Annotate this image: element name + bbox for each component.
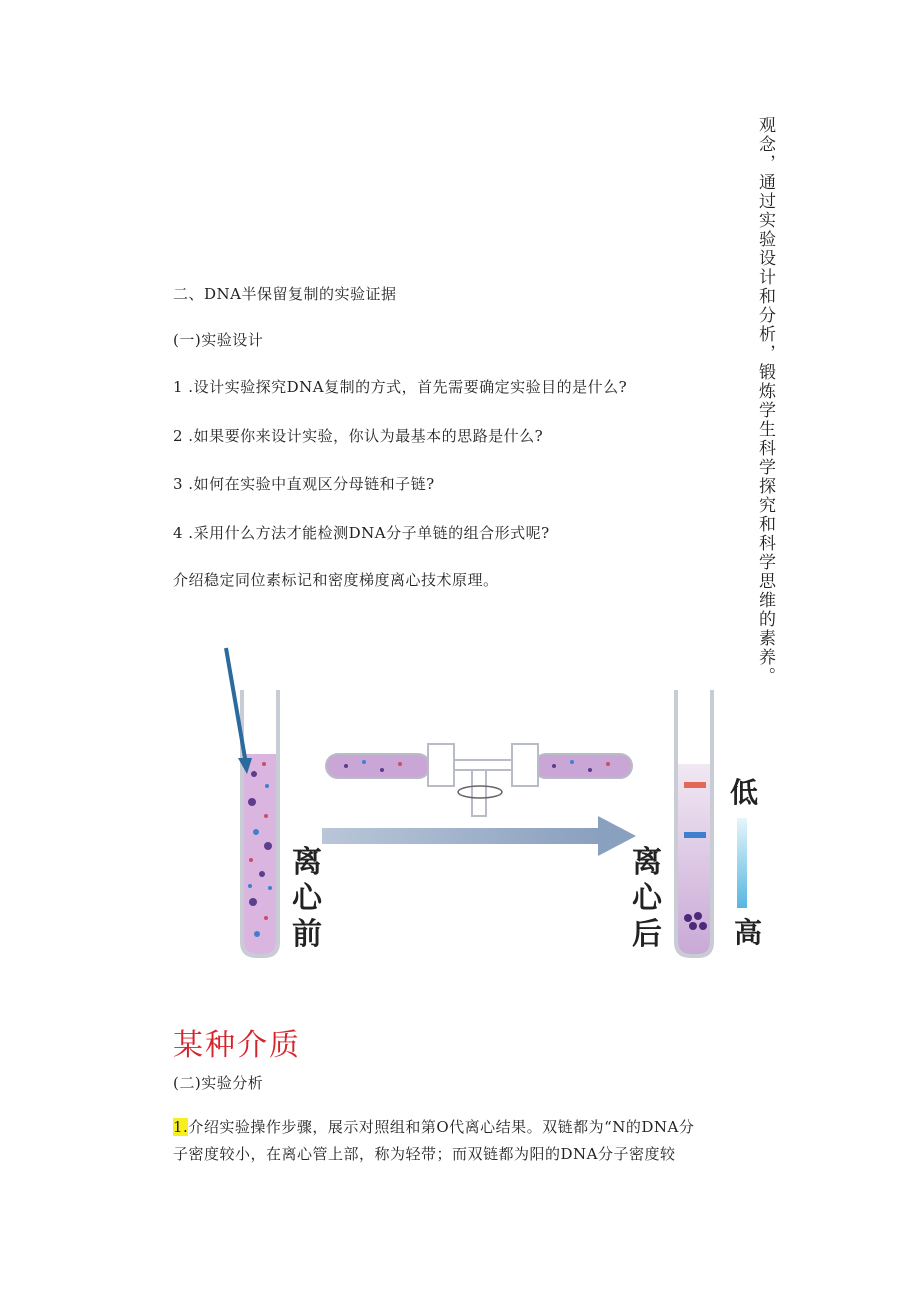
before-label-3: 前 <box>292 917 322 952</box>
intro-paragraph: 介绍稳定同位素标记和密度梯度离心技术原理。 <box>173 571 499 589</box>
low-label: 低 <box>730 776 759 809</box>
subsection-design: (一)实验设计 <box>173 331 264 349</box>
after-label-3: 后 <box>632 917 662 952</box>
density-arrow-icon <box>737 818 747 908</box>
high-label: 高 <box>734 916 763 949</box>
section-title: 二、DNA半保留复制的实验证据 <box>173 285 397 303</box>
after-label-1: 离 <box>632 845 662 880</box>
before-label-1: 离 <box>292 845 322 880</box>
centrifuge-figure <box>222 646 763 968</box>
subsection-analysis: (二)实验分析 <box>173 1074 264 1092</box>
paragraph-line-2: 子密度较小，在离心管上部，称为轻带；而双链都为阳的DNA分子密度较 <box>173 1145 676 1163</box>
after-label-2: 心 <box>632 881 662 916</box>
before-label-2: 心 <box>292 881 322 916</box>
paragraph-line-1-text: 介绍实验操作步骤，展示对照组和第O代离心结果。双链都为“N的DNA分 <box>188 1118 695 1136</box>
question-2: 2 .如果要你来设计实验，你认为最基本的思路是什么? <box>173 427 544 445</box>
side-note: 观念，通过实验设计和分析，锻炼学生科学探究和科学思维的素养。 <box>755 116 775 686</box>
question-3: 3 .如何在实验中直观区分母链和子链? <box>173 475 435 493</box>
question-1: 1 .设计实验探究DNA复制的方式，首先需要确定实验目的是什么? <box>173 378 628 396</box>
paragraph-line-1 <box>173 1117 694 1137</box>
highlight-number: 1. <box>173 1118 189 1136</box>
question-4: 4 .采用什么方法才能检测DNA分子单链的组合形式呢? <box>173 524 550 542</box>
red-heading: 某种介质 <box>173 1028 301 1063</box>
